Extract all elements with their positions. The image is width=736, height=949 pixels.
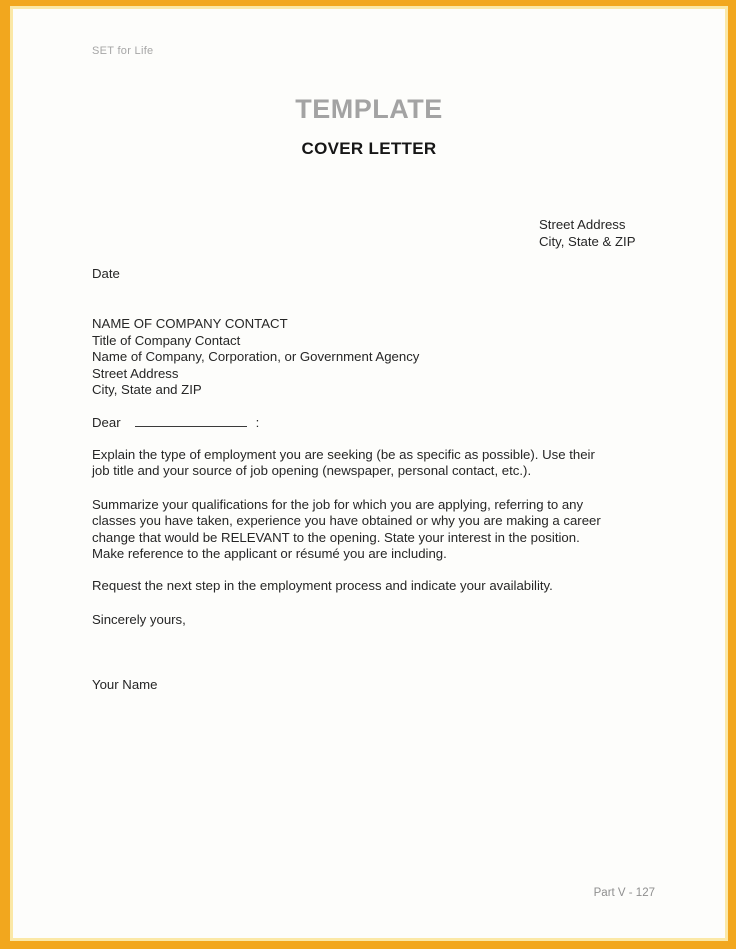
paragraph-next-step <box>92 578 553 594</box>
paragraph-line: Explain the type of employment you are seeking (be as specific as possible). Use their <box>92 447 595 462</box>
document-subtitle: COVER LETTER <box>301 139 437 158</box>
recipient-contact-name: NAME OF COMPANY CONTACT <box>92 316 288 331</box>
salutation-suffix: : <box>255 415 260 430</box>
paragraph-line: Make reference to the applicant or résumé you are including. <box>92 546 447 562</box>
recipient-contact-title: Title of Company Contact <box>92 332 241 348</box>
paragraph-line: Request the next step in the employment process and indicate your availability. <box>92 578 553 593</box>
salutation-blank-field <box>135 413 247 427</box>
date-label: Date <box>92 266 120 281</box>
brand-text: SET for Life <box>92 45 154 57</box>
page-title: TEMPLATE <box>295 94 443 124</box>
recipient-street-address: Street Address <box>92 365 179 381</box>
sender-street-address: Street Address <box>539 217 626 232</box>
salutation-line <box>92 413 259 431</box>
paragraph-line: job title and your source of job opening (newspaper, personal contact, etc.). <box>92 463 532 479</box>
paragraph-line: Summarize your qualifications for the job for which you are applying, referring to any <box>92 497 584 512</box>
recipient-address-block <box>92 316 419 399</box>
frame-inner-edge <box>10 6 728 941</box>
paragraph-employment-type <box>92 447 595 480</box>
footer-page-label: Part V - 127 <box>593 887 655 899</box>
sender-city-state-zip: City, State & ZIP <box>539 233 636 249</box>
recipient-company-name: Name of Company, Corporation, or Government Agency <box>92 349 420 364</box>
sender-address-block <box>539 217 636 250</box>
recipient-city-state-zip: City, State and ZIP <box>92 382 202 397</box>
signature-name: Your Name <box>92 677 158 692</box>
paragraph-qualifications <box>92 497 601 563</box>
closing-line: Sincerely yours, <box>92 612 186 627</box>
salutation-prefix: Dear <box>92 415 121 430</box>
paragraph-line: classes you have taken, experience you have obtained or why you are making a career <box>92 513 601 529</box>
letter-page <box>13 9 725 938</box>
paragraph-line: change that would be RELEVANT to the opening. State your interest in the position. <box>92 529 580 545</box>
